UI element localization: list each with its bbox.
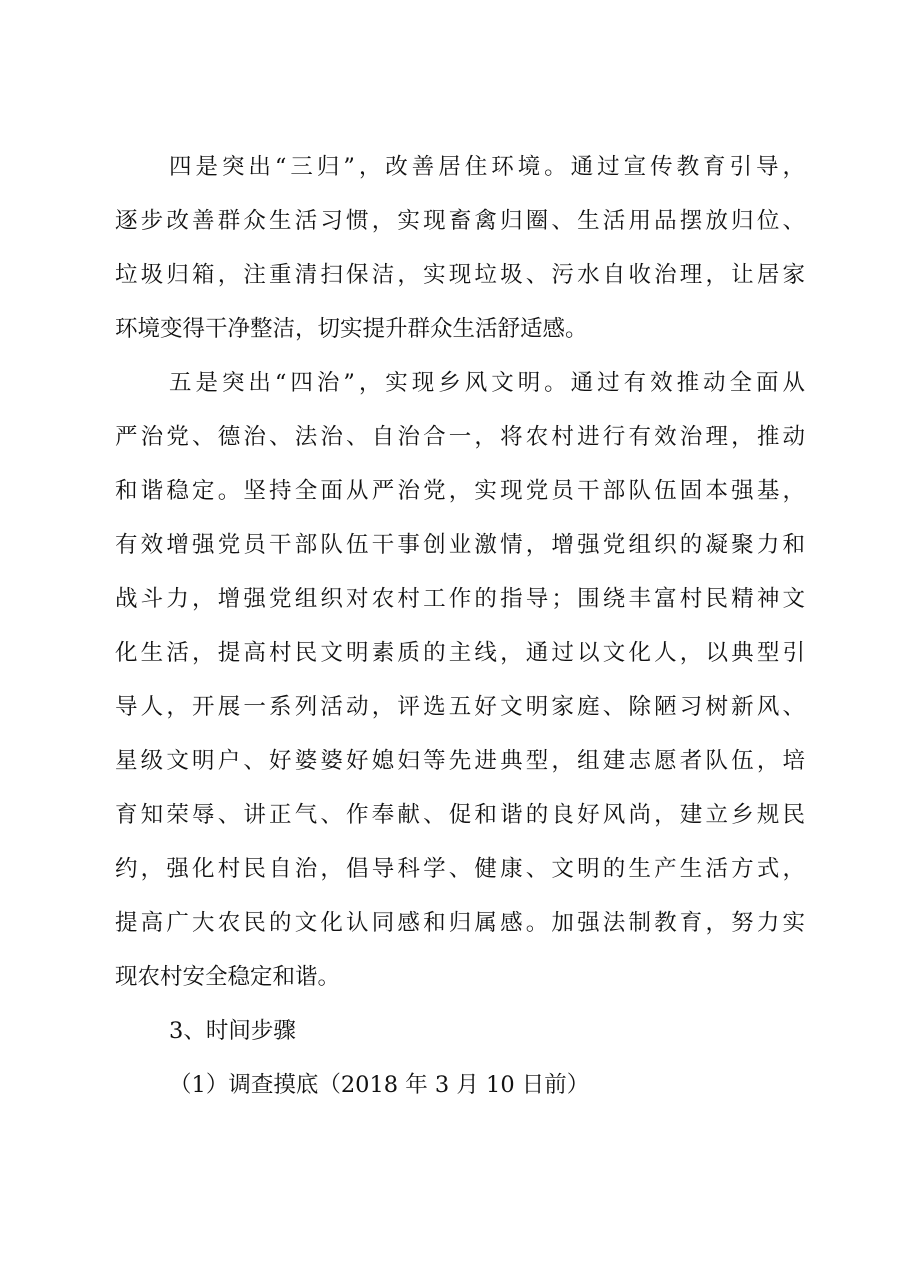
paragraph-line: 化生活，提高村民文明素质的主线，通过以文化人，以典型引: [115, 640, 805, 666]
paragraph-line: 约，强化村民自治，倡导科学、健康、文明的生产生活方式，: [115, 856, 805, 882]
paragraph-line: 四是突出“三归”，改善居住环境。通过宣传教育引导，: [169, 154, 805, 180]
paragraph-line: 五是突出“四治”，实现乡风文明。通过有效推动全面从: [169, 370, 805, 396]
paragraph-five: [115, 356, 805, 1004]
paragraph-line: 现农村安全稳定和谐。: [115, 964, 341, 990]
paragraph-line: 逐步改善群众生活习惯，实现畜禽归圈、生活用品摆放归位、: [115, 208, 805, 234]
paragraph-line: 和谐稳定。坚持全面从严治党，实现党员干部队伍固本强基，: [115, 478, 805, 504]
paragraph-line: 垃圾归箱，注重清扫保洁，实现垃圾、污水自收治理，让居家: [115, 262, 805, 288]
paragraph-line: 育知荣辱、讲正气、作奉献、促和谐的良好风尚，建立乡规民: [115, 802, 805, 828]
paragraph-line: 提高广大农民的文化认同感和归属感。加强法制教育，努力实: [115, 910, 805, 936]
section-heading: 3、时间步骤: [169, 1018, 296, 1044]
paragraph-line: 导人，开展一系列活动，评选五好文明家庭、除陋习树新风、: [115, 694, 805, 720]
document-body: [115, 140, 805, 1112]
paragraph-line: 战斗力，增强党组织对农村工作的指导；围绕丰富村民精神文: [115, 586, 805, 612]
paragraph-line: 环境变得干净整洁，切实提升群众生活舒适感。: [115, 316, 588, 342]
paragraph-line: 严治党、德治、法治、自治合一，将农村进行有效治理，推动: [115, 424, 805, 450]
paragraph-line: 星级文明户、好婆婆好媳妇等先进典型，组建志愿者队伍，培: [115, 748, 805, 774]
sub-heading: （1）调查摸底（2018 年 3 月 10 日前）: [169, 1072, 590, 1098]
paragraph-four: [115, 140, 805, 356]
paragraph-line: 有效增强党员干部队伍干事创业激情，增强党组织的凝聚力和: [115, 532, 805, 558]
